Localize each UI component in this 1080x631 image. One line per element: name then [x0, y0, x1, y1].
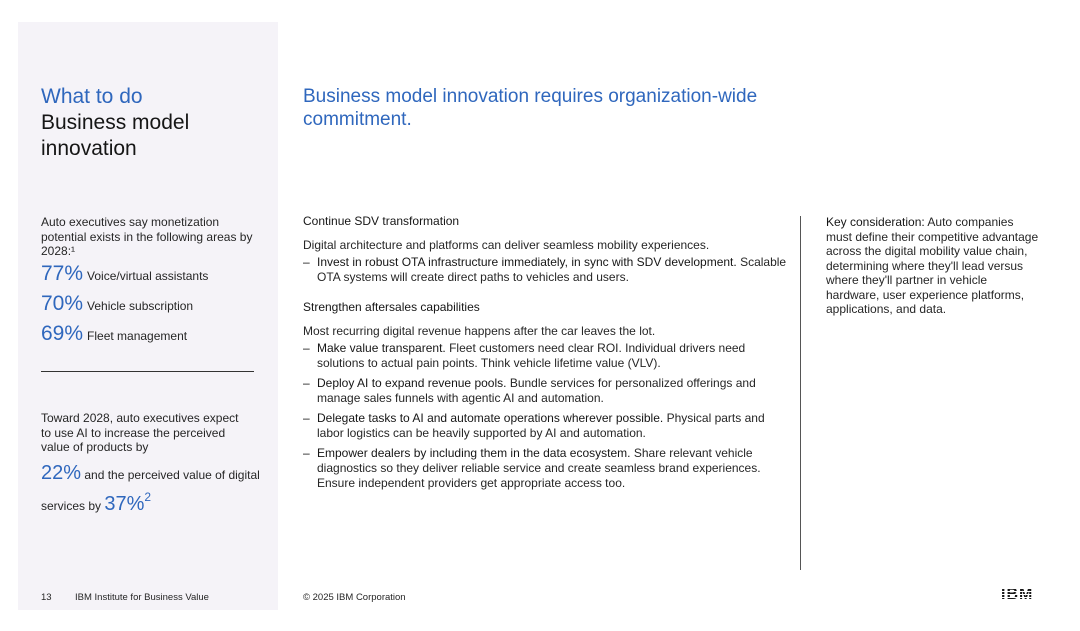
list-item	[303, 255, 788, 285]
ibm-logo: IBM	[1001, 586, 1034, 603]
outro-mid-text: and the perceived value of digital services by	[41, 468, 260, 513]
sidebar-title	[41, 84, 261, 162]
sidebar-title-line2: innovation	[41, 137, 137, 160]
sidebar-outro: Toward 2028, auto executives expect to use AI to increase the perceived value of products by	[41, 411, 239, 454]
sidebar-title-line1: Business model	[41, 111, 190, 134]
stat-item	[41, 292, 193, 316]
copyright: © 2025 IBM Corporation	[303, 592, 406, 603]
list-item	[303, 341, 788, 371]
dash-marker: –	[303, 341, 310, 355]
bullet-text: Bundle services for personalized offerings and manage sales funnels with agentic AI and automation.	[317, 376, 756, 405]
stat-item	[41, 322, 187, 346]
bullet-text: Physical parts and labor logistics can be heavily supported by AI and automation.	[317, 411, 765, 440]
stat-label: Fleet management	[87, 329, 188, 343]
dash-marker: –	[303, 376, 310, 390]
stat-value: 70%	[41, 292, 84, 315]
page-number: 13	[41, 592, 52, 603]
main-content	[303, 214, 788, 496]
stat-label: Voice/virtual assistants	[87, 269, 209, 283]
list-item	[303, 376, 788, 406]
footnote-marker: 2	[144, 490, 152, 504]
bullet-text: Scalable OTA systems will create direct paths to vehicles and users.	[317, 255, 787, 284]
section-intro: Most recurring digital revenue happens after the car leaves the lot.	[303, 324, 656, 338]
stat-item	[41, 262, 208, 286]
bullet-lead: Make value transparent.	[317, 341, 446, 355]
stat-value: 69%	[41, 322, 84, 345]
sidebar-intro: Auto executives say monetization potential exists in the following areas by 2028:¹	[41, 215, 253, 258]
consideration-text: Auto companies must define their competitive advantage across the digital mobility value chain, determining where they'll lead versus where they'll partner in vehicle hardware, user experience platforms, applications, and data.	[826, 215, 1039, 316]
list-item	[303, 446, 788, 491]
dash-marker: –	[303, 255, 310, 269]
bullet-text: Share relevant vehicle diagnostics so they deliver reliable service and create seamless brand experiences. Ensure independent providers get appropriate access too.	[317, 446, 761, 490]
column-divider	[800, 216, 801, 570]
footer-org: IBM Institute for Business Value	[75, 592, 209, 603]
section-heading: Strengthen aftersales capabilities	[303, 300, 480, 314]
list-item	[303, 411, 788, 441]
consideration-label: Key consideration:	[826, 215, 925, 229]
stat-value: 77%	[41, 262, 84, 285]
outro-value-services: 37%	[104, 493, 145, 515]
section-intro: Digital architecture and platforms can deliver seamless mobility experiences.	[303, 238, 710, 252]
sidebar-outro-values	[41, 462, 271, 517]
bullet-lead: Invest in robust OTA infrastructure immediately, in sync with SDV development.	[317, 255, 737, 269]
key-consideration	[826, 215, 1041, 317]
stat-label: Vehicle subscription	[87, 299, 194, 313]
dash-marker: –	[303, 446, 310, 460]
sidebar-divider	[41, 371, 254, 372]
bullet-lead: Delegate tasks to AI and automate operations wherever possible.	[317, 411, 664, 425]
page-headline: Business model innovation requires organization-wide commitment.	[303, 86, 758, 130]
bullet-lead: Empower dealers by including them in the data ecosystem.	[317, 446, 631, 460]
dash-marker: –	[303, 411, 310, 425]
sidebar-title-accent: What to do	[41, 85, 143, 108]
bullet-lead: Deploy AI to expand revenue pools.	[317, 376, 507, 390]
section-heading: Continue SDV transformation	[303, 214, 460, 228]
outro-value-products: 22%	[41, 462, 82, 484]
bullet-text: Fleet customers need clear ROI. Individual drivers need solutions to actual pain points. Think vehicle lifetime value (VLV).	[317, 341, 746, 370]
